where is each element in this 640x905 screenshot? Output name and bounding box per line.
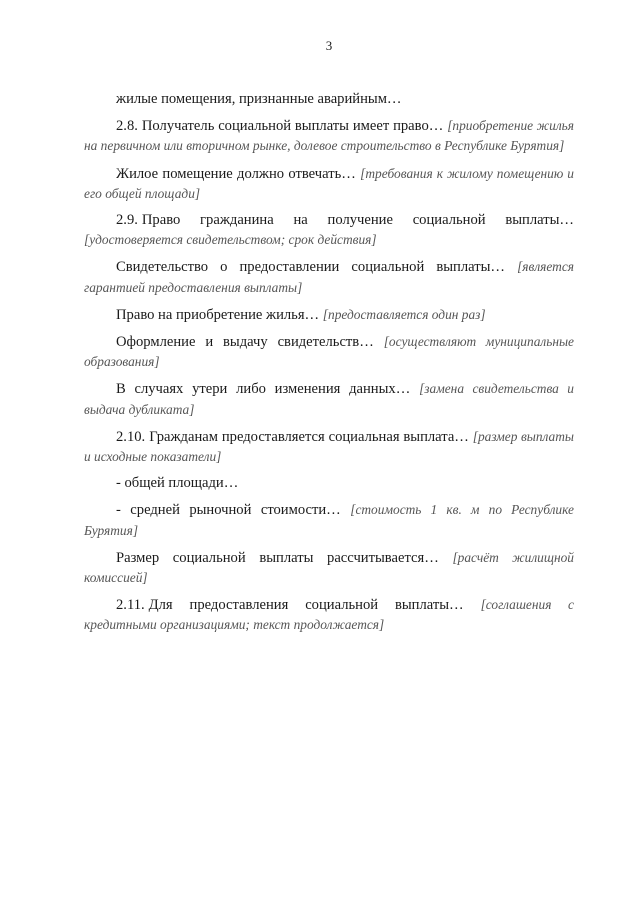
paragraph-excerpt: - средней рыночной стоимости… — [116, 502, 341, 519]
paragraph-excerpt: Оформление и выдачу свидетельств… — [116, 334, 374, 351]
paragraph — [84, 548, 574, 588]
paragraph-excerpt: Свидетельство о предоставлении социальной выплаты… — [116, 259, 506, 276]
paragraph-summary: [предоставляется один раз] — [322, 306, 486, 322]
paragraph-summary: [размер выплаты и исходные показатели] — [84, 428, 574, 465]
paragraph — [84, 332, 574, 372]
document-body — [84, 90, 574, 636]
paragraph-excerpt: В случаях утери либо изменения данных… — [116, 381, 411, 398]
paragraph-excerpt: жилые помещения, признанные аварийным… — [116, 91, 402, 107]
paragraph — [84, 427, 574, 467]
paragraph-excerpt: - общей площади… — [116, 475, 239, 492]
page-number: 3 — [325, 38, 333, 53]
paragraph-summary: [стоимость 1 кв. м по Республике Бурятия] — [84, 502, 575, 538]
paragraph-excerpt: Гражданам предоставляется социальная выплата… — [149, 428, 469, 445]
paragraph-excerpt: Право на приобретение жилья… — [116, 306, 320, 323]
paragraph-excerpt: Получатель социальной выплаты имеет право… — [141, 118, 444, 135]
paragraph — [84, 90, 574, 109]
section-number: 2.8. — [116, 118, 138, 135]
paragraph-excerpt: Право гражданина на получение социальной выплаты… — [141, 212, 574, 229]
section-number: 2.10. — [116, 428, 146, 445]
section-number: 2.11. — [116, 597, 145, 614]
paragraph-summary: [удостоверяется свидетельством; срок действия] — [84, 232, 377, 248]
paragraph — [84, 595, 574, 635]
paragraph — [84, 257, 574, 297]
paragraph-summary: [приобретение жилья на первичном или вторичном рынке, долевое строительство в Республике Бурятия] — [84, 118, 574, 154]
paragraph — [84, 379, 574, 419]
paragraph-summary: [осуществляют муниципальные образования] — [84, 334, 574, 370]
paragraph — [84, 474, 574, 493]
paragraph-summary: [является гарантией предоставления выплаты] — [84, 259, 574, 295]
paragraph — [84, 164, 574, 204]
paragraph-excerpt: Жилое помещение должно отвечать… — [116, 165, 356, 182]
paragraph-excerpt: Размер социальной выплаты рассчитывается… — [116, 549, 439, 566]
paragraph-summary: [замена свидетельства и выдача дубликата] — [84, 381, 574, 417]
paragraph-excerpt: Для предоставления социальной выплаты… — [148, 597, 464, 614]
paragraph-summary: [требования к жилому помещению и его общей площади] — [84, 165, 574, 201]
paragraph-summary: [соглашения с кредитными организациями; текст продолжается] — [84, 597, 574, 633]
section-number: 2.9. — [116, 212, 138, 229]
paragraph — [84, 500, 574, 540]
paragraph — [84, 116, 574, 156]
paragraph — [84, 211, 574, 250]
paragraph — [84, 305, 574, 325]
paragraph-summary: [расчёт жилищной комиссией] — [84, 549, 574, 586]
